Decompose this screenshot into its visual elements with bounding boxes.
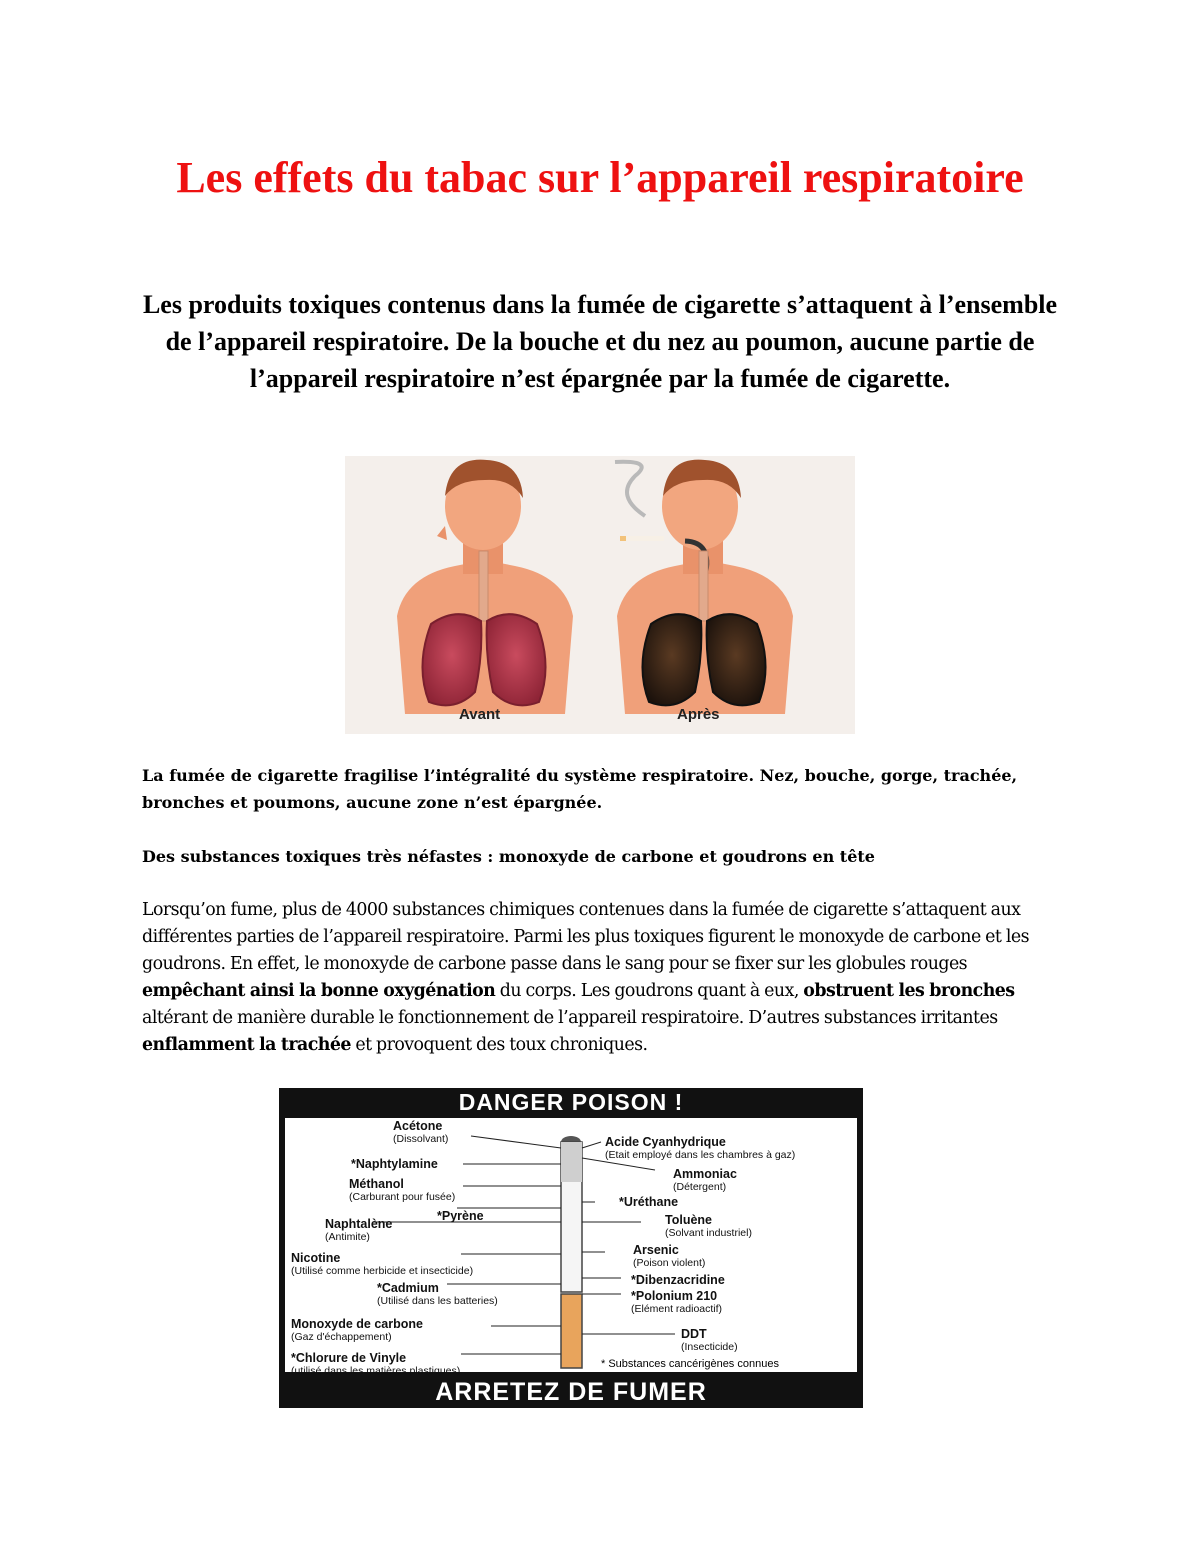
body-bold-1: empêchant ainsi la bonne oxygénation (142, 981, 496, 1001)
person-after (615, 460, 793, 714)
body-text-3: altérant de manière durable le fonctionnement de l’appareil respiratoire. D’autres substances irritantes (142, 1008, 998, 1028)
substance-cadmium: *Cadmium (Utilisé dans les batteries) (377, 1281, 498, 1307)
body-bold-2: obstruent les bronches (803, 981, 1015, 1001)
body-text-4: et provoquent des toux chroniques. (350, 1035, 648, 1055)
paragraph-1: La fumée de cigarette fragilise l’intégralité du système respiratoire. Nez, bouche, gorge, trachée, bronches et poumons, aucune zone n’est épargnée. (142, 766, 1018, 812)
body-text-1: Lorsqu’on fume, plus de 4000 substances chimiques contenues dans la fumée de cigarette s’attaquent aux différentes parties de l’appareil respiratoire. Parmi les plus toxiques figurent le monoxyde de carbone et les goudrons. En effet, le monoxyde de carbone passe dans le sang pour se fixer sur les globules rouges (142, 900, 1029, 974)
substance-arsenic: Arsenic (Poison violent) (633, 1243, 706, 1269)
substance-methanol: Méthanol (Carburant pour fusée) (349, 1177, 456, 1203)
substance-naphtylamine: *Naphtylamine (351, 1157, 438, 1171)
lungs-before-after-figure (345, 456, 855, 734)
danger-poison-poster (279, 1088, 863, 1408)
substance-ddt: DDT (Insecticide) (681, 1327, 738, 1353)
substance-urethane: *Uréthane (619, 1195, 679, 1209)
body-bold-3: enflamment la trachée (142, 1035, 351, 1055)
substance-pyrene: *Pyrène (437, 1209, 484, 1223)
intro-paragraph: Les produits toxiques contenus dans la fumée de cigarette s’attaquent à l’ensemble de l’appareil respiratoire. De la bouche et du nez au poumon, aucune partie de l’appareil respiratoire n’est épargnée par la fumée de cigarette. (142, 290, 1058, 393)
poster-footer: ARRETEZ DE FUMER (435, 1378, 707, 1406)
substance-ammoniac: Ammoniac (Détergent) (673, 1167, 737, 1193)
substance-naphtalene: Naphtalène (Antimite) (325, 1217, 393, 1243)
substance-toluene: Toluène (Solvant industriel) (665, 1213, 752, 1239)
caption-after: Après (677, 706, 720, 723)
body-text-2: du corps. Les goudrons quant à eux, (495, 981, 804, 1001)
substance-dibenzacridine: *Dibenzacridine (631, 1273, 725, 1287)
poster-note: * Substances cancérigènes connues (601, 1358, 779, 1370)
substance-nicotine: Nicotine (Utilisé comme herbicide et insecticide) (291, 1251, 474, 1277)
lungs-illustration (345, 456, 855, 734)
poster-body (285, 1118, 857, 1377)
substance-chlorure: *Chlorure de Vinyle (utilisé dans les matières plastiques) (291, 1351, 461, 1377)
poster-header: DANGER POISON ! (458, 1089, 684, 1115)
substance-monoxyde: Monoxyde de carbone (Gaz d'échappement) (291, 1317, 423, 1343)
page-title: Les effets du tabac sur l’appareil respiratoire (176, 153, 1024, 202)
body-paragraph (142, 897, 1057, 1059)
caption-before: Avant (459, 706, 501, 723)
substance-polonium: *Polonium 210 (Elément radioactif) (631, 1289, 723, 1315)
paragraph-2-subheading: Des substances toxiques très néfastes : monoxyde de carbone et goudrons en tête (142, 847, 875, 866)
person-before (397, 460, 573, 714)
substance-acide-cyanhydrique: Acide Cyanhydrique (Etait employé dans les chambres à gaz) (605, 1135, 796, 1161)
substance-acetone: Acétone (Dissolvant) (393, 1119, 449, 1145)
